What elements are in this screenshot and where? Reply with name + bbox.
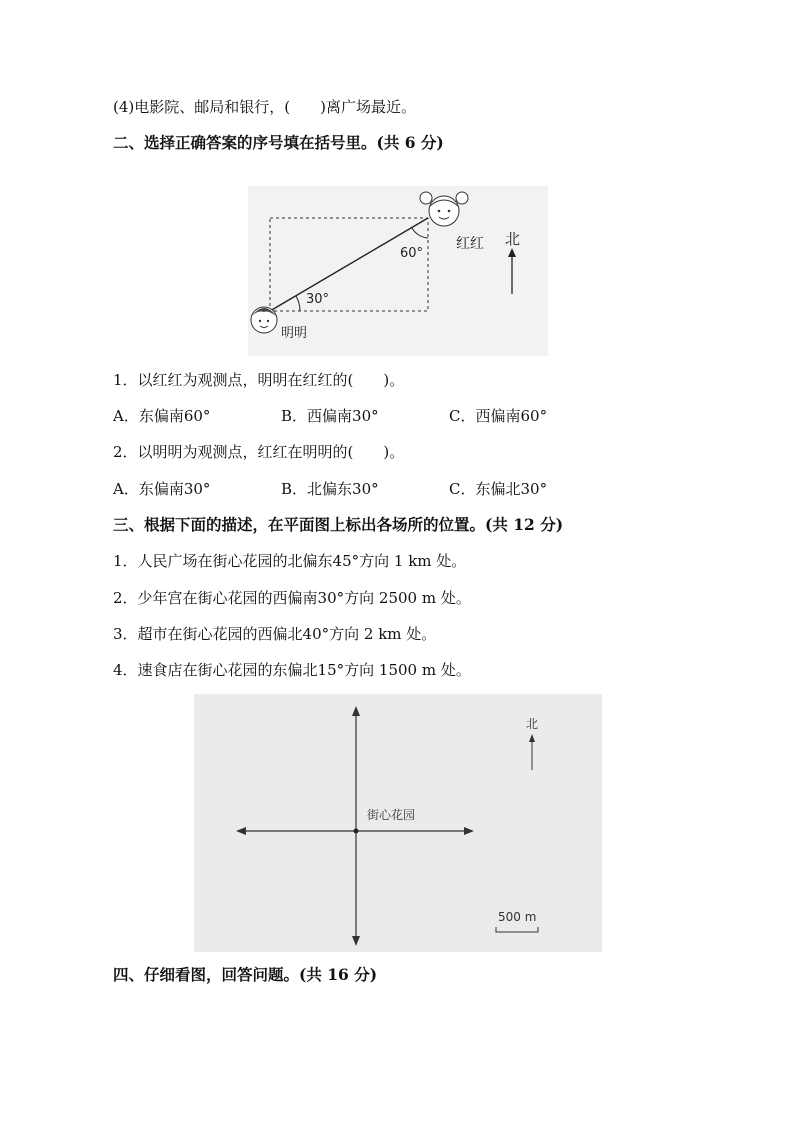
- west-arrow-icon: [236, 827, 246, 835]
- s3-item-4: 4．速食店在街心花园的东偏北15°方向 1500 m 处。: [113, 661, 471, 679]
- map-north-arrow-head-icon: [529, 734, 535, 742]
- center-point: [354, 829, 359, 834]
- center-label: 街心花园: [367, 808, 416, 822]
- s2-q1-option-a: A．东偏南60°: [113, 407, 211, 425]
- section-2-heading: 二、选择正确答案的序号填在括号里。(共 6 分): [113, 133, 444, 152]
- s2-q1-option-b: B．西偏南30°: [281, 407, 379, 425]
- north-arrow-head-icon: [508, 248, 516, 257]
- s3-item-2: 2．少年宫在街心花园的西偏南30°方向 2500 m 处。: [113, 589, 471, 607]
- s2-q1-option-c: C．西偏南60°: [449, 407, 548, 425]
- scale-bar: [496, 927, 538, 932]
- s3-item-1: 1．人民广场在街心花园的北偏东45°方向 1 km 处。: [113, 552, 467, 570]
- map-figure: [194, 694, 602, 952]
- s2-q2-option-c: C．东偏北30°: [449, 480, 548, 498]
- section-3-heading: 三、根据下面的描述，在平面图上标出各场所的位置。(共 12 分): [113, 515, 564, 534]
- s2-q2-option-b: B．北偏东30°: [281, 480, 379, 498]
- angle-60-label: 60°: [400, 246, 424, 261]
- s3-item-3: 3．超市在街心花园的西偏北40°方向 2 km 处。: [113, 625, 437, 643]
- mingming-face-icon: [251, 307, 277, 333]
- angle-arc-top: [412, 228, 428, 238]
- section-4-heading: 四、仔细看图，回答问题。(共 16 分): [113, 965, 378, 984]
- sight-line: [270, 218, 428, 311]
- angle-arc-bottom: [296, 296, 300, 311]
- s2-question-1: 1．以红红为观测点，明明在红红的( )。: [113, 371, 405, 389]
- direction-figure: [248, 186, 548, 356]
- north-label: 北: [505, 230, 521, 248]
- question-4-line: (4)电影院、邮局和银行，( )离广场最近。: [113, 98, 416, 116]
- map-north-label: 北: [526, 717, 539, 731]
- s2-question-2: 2．以明明为观测点，红红在明明的( )。: [113, 443, 405, 461]
- angle-30-label: 30°: [306, 292, 330, 307]
- scale-label: 500 m: [498, 910, 537, 924]
- honghong-label: 红红: [456, 236, 484, 252]
- north-axis-arrow-icon: [352, 706, 360, 716]
- mingming-label: 明明: [281, 326, 308, 341]
- east-arrow-icon: [464, 827, 474, 835]
- south-axis-arrow-icon: [352, 936, 360, 946]
- s2-q2-option-a: A．东偏南30°: [113, 480, 211, 498]
- honghong-face-icon: [420, 192, 468, 226]
